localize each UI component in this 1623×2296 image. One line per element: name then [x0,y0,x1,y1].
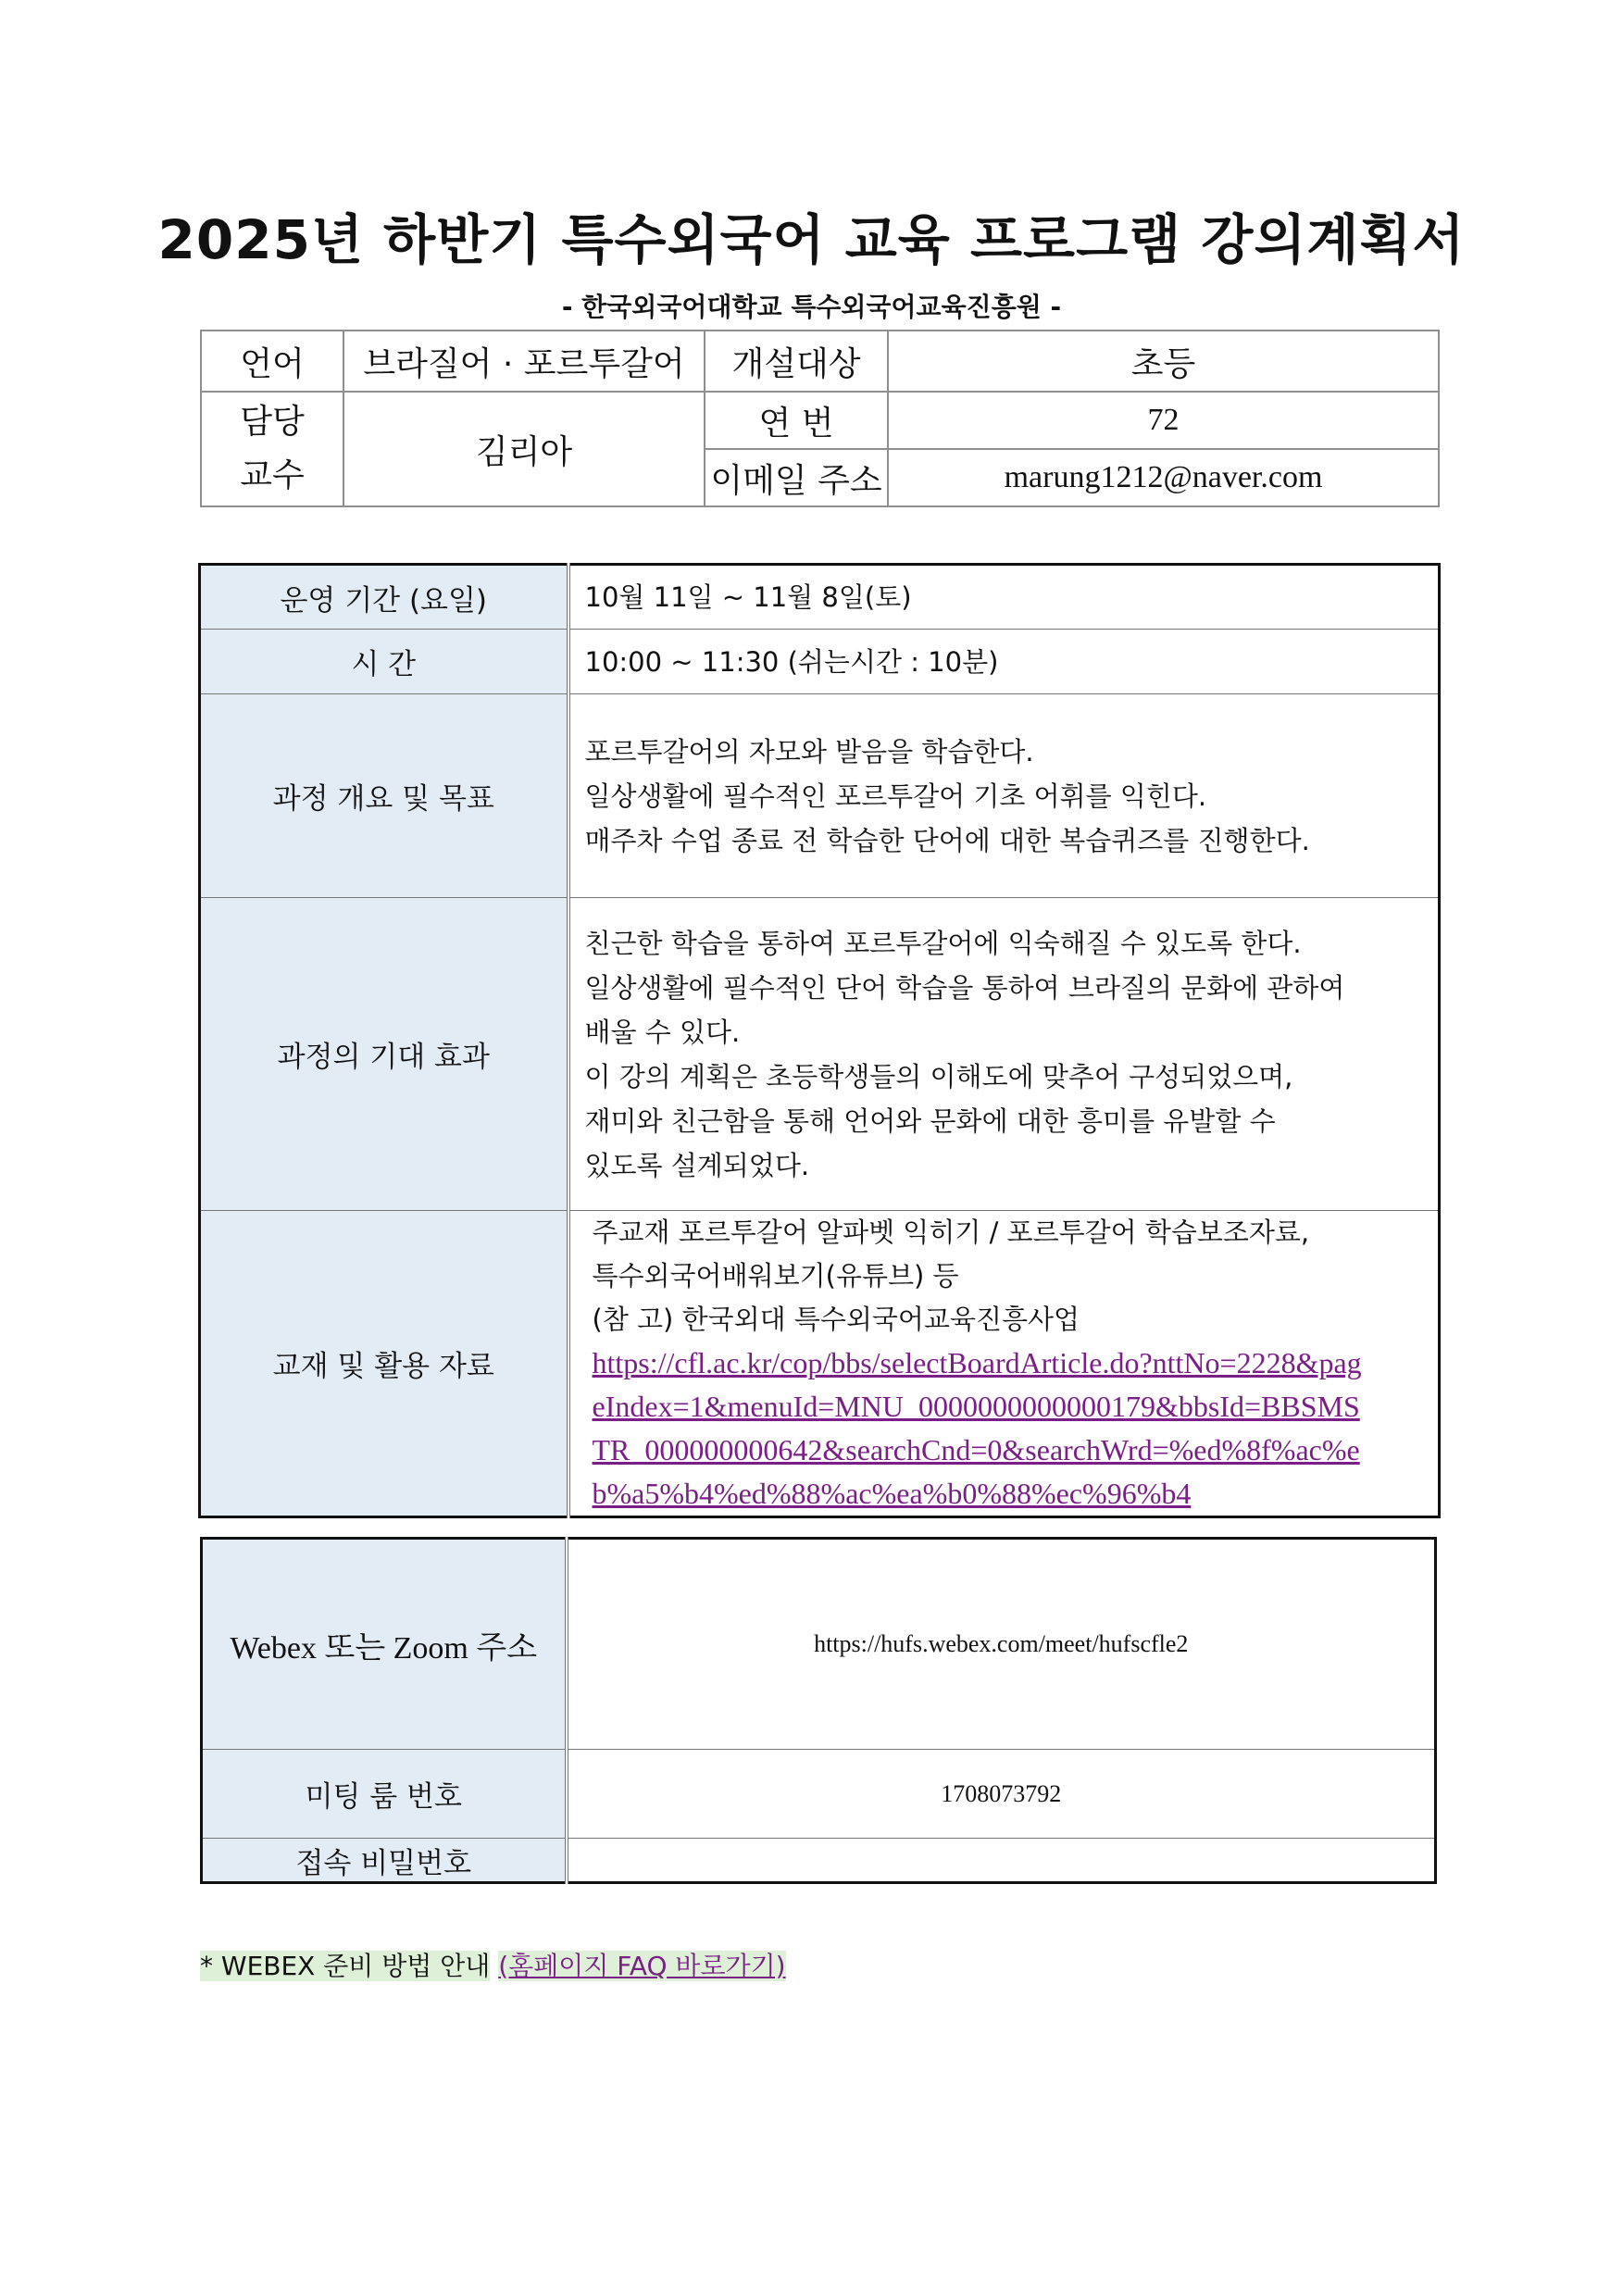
period-value [568,565,1440,630]
professor-value: 김리아 [343,392,705,506]
number-value: 72 [888,392,1439,449]
time-text: 10:00 ~ 11:30 (쉬는시간 : 10분) [584,645,999,678]
materials-link-line[interactable]: eIndex=1&menuId=MNU_0000000000000179&bbsId=BBSMS [592,1390,1360,1423]
materials-line: 특수외국어배워보기(유튜브) 등 [592,1260,959,1292]
effect-value [568,898,1440,1211]
meeting-address-value[interactable]: https://hufs.webex.com/meet/hufscfle2 [567,1539,1436,1750]
time-label: 시 간 [200,630,568,694]
meeting-address-label: Webex 또는 Zoom 주소 [202,1539,567,1750]
overview-line: 포르투갈어의 자모와 발음을 학습한다. [584,735,1034,767]
effect-line: 배울 수 있다. [584,1016,741,1048]
document-title: 2025년 하반기 특수외국어 교육 프로그램 강의계획서 [157,208,1466,271]
materials-value [568,1211,1440,1517]
professor-label [201,392,343,506]
overview-line: 일상생활에 필수적인 포르투갈어 기초 어휘를 익힌다. [584,780,1207,812]
overview-value [568,694,1440,898]
overview-line: 매주차 수업 종료 전 학습한 단어에 대한 복습퀴즈를 진행한다. [584,824,1310,856]
language-value: 브라질어 · 포르투갈어 [343,331,705,392]
effect-line: 일상생활에 필수적인 단어 학습을 통하여 브라질의 문화에 관하여 [584,971,1345,1004]
meeting-room-value: 1708073792 [567,1750,1436,1839]
number-label: 연 번 [705,392,888,449]
professor-label-line1: 담당 [240,403,305,441]
meeting-room-label: 미팅 룸 번호 [202,1750,567,1839]
materials-link-line[interactable]: b%a5%b4%ed%88%ac%ea%b0%88%ec%96%b4 [592,1477,1192,1510]
webex-guide-note [200,1946,786,1983]
webex-table [200,1537,1437,1884]
period-text: 10월 11일 ~ 11월 8일(토) [584,581,912,613]
effect-line: 이 강의 계획은 초등학생들의 이해도에 맞추어 구성되었으며, [584,1060,1293,1092]
language-label: 언어 [201,331,343,392]
target-value: 초등 [888,331,1439,392]
password-value [567,1839,1436,1883]
materials-link-line[interactable]: TR_000000000642&searchCnd=0&searchWrd=%ed%8f%ac%e [592,1433,1360,1466]
overview-label: 과정 개요 및 목표 [200,694,568,898]
target-label: 개설대상 [705,331,888,392]
effect-line: 친근한 학습을 통하여 포르투갈어에 익숙해질 수 있도록 한다. [584,927,1302,959]
materials-line: (참 고) 한국외대 특수외국어교육진흥사업 [592,1304,1080,1335]
effect-line: 있도록 설계되었다. [584,1149,810,1181]
time-value [568,630,1440,694]
password-label: 접속 비밀번호 [202,1839,567,1883]
email-label: 이메일 주소 [705,449,888,506]
professor-label-line2: 교수 [240,456,305,494]
effect-label: 과정의 기대 효과 [200,898,568,1211]
document-subtitle: - 한국외국어대학교 특수외국어교육진흥원 - [561,292,1062,322]
effect-line: 재미와 친근함을 통해 언어와 문화에 대한 흥미를 유발할 수 [584,1104,1276,1137]
materials-label: 교재 및 활용 자료 [200,1211,568,1517]
faq-link[interactable]: (홈페이지 FAQ 바로가기) [498,1951,786,1981]
webex-guide-text: * WEBEX 준비 방법 안내 [200,1951,491,1981]
materials-link-line[interactable]: https://cfl.ac.kr/cop/bbs/selectBoardArticle.do?nttNo=2228&pag [592,1346,1362,1379]
email-value: marung1212@naver.com [888,449,1439,506]
course-table [198,563,1441,1518]
period-label: 운영 기간 (요일) [200,565,568,630]
info-table [200,330,1440,507]
materials-line: 주교재 포르투갈어 알파벳 익히기 / 포르투갈어 학습보조자료, [592,1217,1310,1248]
